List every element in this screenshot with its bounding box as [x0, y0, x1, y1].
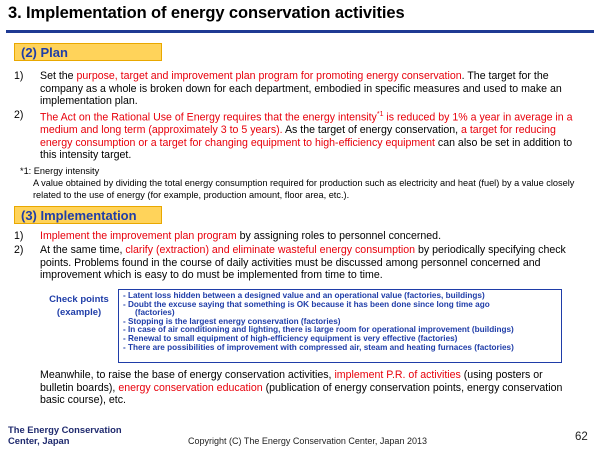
check-points-box — [118, 289, 562, 363]
implementation-item-2 — [10, 244, 590, 282]
title-underline — [6, 30, 594, 33]
implementation-heading: (3) Implementation — [14, 206, 162, 224]
check-point-item: - Latent loss hidden between a designed value and an operational value (factories, buildings) — [123, 291, 485, 300]
implementation-item-2-number: 2) — [14, 244, 24, 256]
check-point-item: - In case of air conditioning and lighting, there is large room for operational improvement (buildings) — [123, 325, 514, 335]
plan-heading: (2) Plan — [14, 43, 162, 61]
closing-paragraph: Meanwhile, to raise the base of energy conservation activities, implement P.R. of activities (using posters or bulletin boards), energy conservation education (publication of energy conservation points, energy conservation basic course), etc. — [40, 369, 563, 406]
implementation-item-1-number: 1) — [14, 230, 24, 242]
check-point-item-continuation: (factories) — [135, 308, 175, 318]
energy-intensity-note-label: *1: Energy intensity — [20, 166, 100, 176]
check-point-item: - Renewal to small equipment of high-efficiency equipment is very effective (factories) — [123, 333, 458, 343]
footer-copyright: Copyright (C) The Energy Conservation Center, Japan 2013 — [188, 436, 427, 446]
footer-organization: The Energy Conservation Center, Japan — [8, 424, 122, 446]
check-point-item: - There are possibilities of improvement with compressed air, steam and heating furnaces (factories) — [123, 342, 514, 352]
page-title: 3. Implementation of energy conservation activities — [8, 4, 405, 22]
plan-item-2 — [10, 109, 590, 162]
energy-intensity-definition: A value obtained by dividing the total energy consumption required for production such as electricity and heat (fuel) by a value closely related to the use of energy (for example, production amount, floor area, etc.). — [33, 178, 575, 200]
implementation-item-1-text: Implement the improvement plan program by assigning roles to personnel concerned. — [40, 230, 442, 242]
plan-item-1-text: Set the purpose, target and improvement plan program for promoting energy conservation. The target for the company as a whole is broken down for each department, embodied in specific measures and used to make an implementation plan. — [40, 70, 562, 107]
plan-item-2-number: 2) — [14, 109, 24, 121]
implementation-item-1 — [10, 230, 590, 243]
page-number: 62 — [575, 431, 588, 443]
plan-item-1-number: 1) — [14, 70, 24, 82]
plan-item-1 — [10, 70, 590, 108]
implementation-item-2-text: At the same time, clarify (extraction) and eliminate wasteful energy consumption by periodically specifying check points. Problems found in the course of daily activities must be discussed among personnel concerned and improvement which is easy to do must be implemented from time to time. — [40, 244, 566, 281]
check-point-item: - Stopping is the largest energy conservation (factories) — [123, 316, 341, 326]
check-point-item: - Doubt the excuse saying that something is OK because it has been done since long time ago — [123, 299, 490, 309]
check-points-label: Check points (example) — [49, 294, 109, 318]
plan-item-2-text: The Act on the Rational Use of Energy requires that the energy intensity$^{*1}$ is reduced by 1% a year in average in a medium and long term (approximately 3 to 5 years). As the target of energy conservation, a target for reducing energy consumption or a target for changing equipment to high-efficiency equipment can also be set in addition to this intensity target. — [40, 111, 573, 162]
